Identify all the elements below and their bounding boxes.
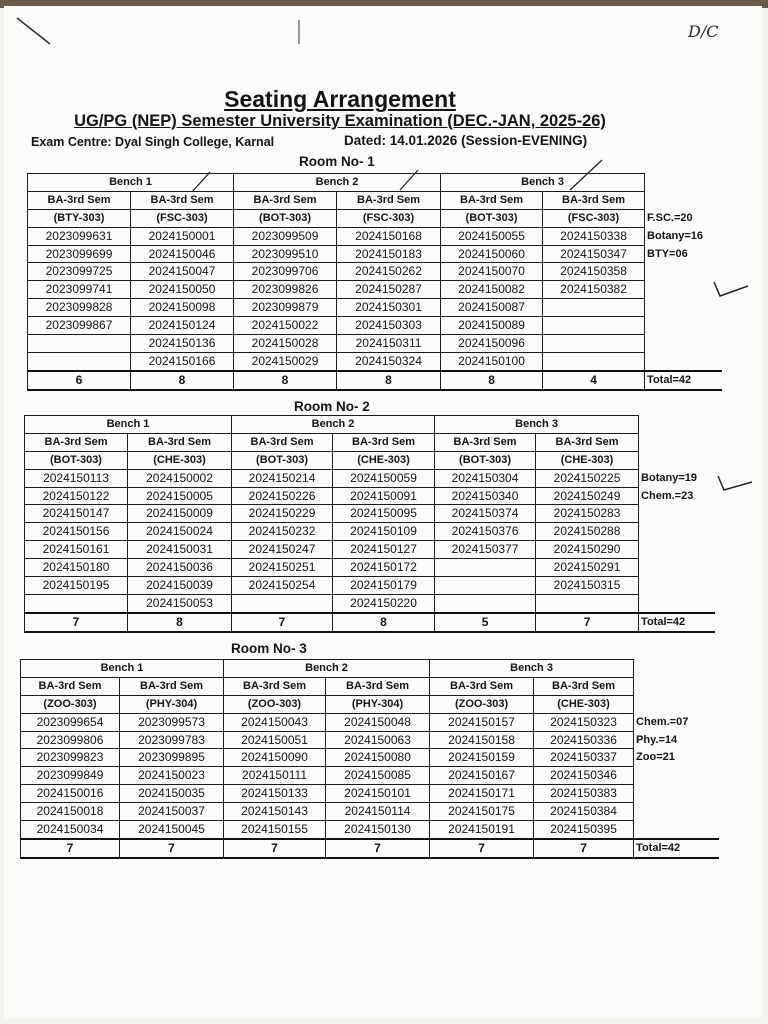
roll-number: 2024150304 [435, 469, 536, 487]
roll-number: 2024150288 [536, 523, 639, 541]
subject-code: (BOT-303) [232, 451, 333, 469]
subject-code: (BOT-303) [435, 451, 536, 469]
roll-number: 2024150249 [536, 487, 639, 505]
roll-number [543, 317, 645, 335]
pen-stroke-mark [14, 14, 54, 50]
roll-number: 2024150053 [128, 594, 232, 612]
roll-number: 2024150029 [234, 352, 337, 370]
roll-number: 2023099823 [21, 749, 120, 767]
subject-code: (BOT-303) [234, 209, 337, 227]
roll-number: 2024150347 [543, 245, 645, 263]
roll-number: 2024150159 [430, 749, 534, 767]
roll-number: 2024150091 [333, 487, 435, 505]
roll-number: 2024150080 [326, 749, 430, 767]
roll-number: 2024150315 [536, 577, 639, 595]
column-total: 7 [232, 613, 333, 632]
sem-header: BA-3rd Sem [534, 677, 634, 695]
roll-number: 2024150303 [337, 317, 441, 335]
slash-mark-icon [566, 158, 606, 194]
roll-number: 2024150346 [534, 767, 634, 785]
roll-number: 2024150254 [232, 577, 333, 595]
sem-header: BA-3rd Sem [337, 191, 441, 209]
totals-row [21, 839, 719, 858]
roll-number: 2024150283 [536, 505, 639, 523]
subject-code: (CHE-303) [536, 451, 639, 469]
roll-number: 2024150155 [224, 821, 326, 839]
sem-header: BA-3rd Sem [435, 433, 536, 451]
roll-number: 2024150382 [543, 281, 645, 299]
table-row [21, 731, 719, 749]
roll-number: 2024150034 [21, 821, 120, 839]
roll-number: 2024150031 [128, 541, 232, 559]
column-total: 8 [333, 613, 435, 632]
column-total: 7 [536, 613, 639, 632]
roll-number: 2024150037 [120, 803, 224, 821]
pen-stroke-mark [294, 18, 304, 48]
roll-number [232, 594, 333, 612]
roll-number: 2023099849 [21, 767, 120, 785]
sem-header: BA-3rd Sem [21, 677, 120, 695]
roll-number: 2024150168 [337, 227, 441, 245]
table-row [28, 317, 722, 335]
sem-header: BA-3rd Sem [430, 677, 534, 695]
table-row [21, 785, 719, 803]
roll-number: 2024150100 [441, 352, 543, 370]
column-total: 8 [441, 371, 543, 390]
table-row [21, 821, 719, 839]
bench-header: Bench 1 [28, 174, 234, 192]
room-1-title: Room No- 1 [299, 154, 375, 169]
sem-header: BA-3rd Sem [131, 191, 234, 209]
sem-header: BA-3rd Sem [224, 677, 326, 695]
roll-number [543, 352, 645, 370]
subject-code: (ZOO-303) [21, 695, 120, 713]
handwritten-note: D/C [688, 22, 719, 41]
table-row [21, 749, 719, 767]
roll-number [25, 594, 128, 612]
subject-code: (PHY-304) [326, 695, 430, 713]
exam-date: Dated: 14.01.2026 (Session-EVENING) [344, 133, 588, 148]
roll-number: 2024150089 [441, 317, 543, 335]
sem-header: BA-3rd Sem [120, 677, 224, 695]
sem-header: BA-3rd Sem [536, 433, 639, 451]
side-note: Botany=19 [641, 471, 697, 484]
roll-number: 2024150018 [21, 803, 120, 821]
roll-number: 2024150287 [337, 281, 441, 299]
roll-number: 2024150172 [333, 559, 435, 577]
roll-number: 2023099828 [28, 299, 131, 317]
roll-number: 2024150191 [430, 821, 534, 839]
sem-header: BA-3rd Sem [441, 191, 543, 209]
column-total: 8 [131, 371, 234, 390]
roll-number: 2024150262 [337, 263, 441, 281]
subject-code: (BOT-303) [441, 209, 543, 227]
side-note: Zoo=21 [636, 751, 675, 764]
grand-total: Total=42 [639, 613, 715, 632]
table-row [25, 594, 715, 612]
sem-header: BA-3rd Sem [234, 191, 337, 209]
roll-number: 2024150130 [326, 821, 430, 839]
slash-mark-icon [188, 170, 214, 196]
table-row [25, 523, 715, 541]
sem-header: BA-3rd Sem [333, 433, 435, 451]
roll-number: 2023099699 [28, 245, 131, 263]
roll-number: 2024150036 [128, 559, 232, 577]
roll-number: 2024150247 [232, 541, 333, 559]
side-note: F.SC.=20 [647, 211, 693, 224]
table-row [28, 281, 722, 299]
column-total: 4 [543, 371, 645, 390]
roll-number: 2024150133 [224, 785, 326, 803]
column-total: 7 [25, 613, 128, 632]
roll-number: 2023099741 [28, 281, 131, 299]
roll-number: 2024150016 [21, 785, 120, 803]
sem-header: BA-3rd Sem [28, 191, 131, 209]
room-2-title: Room No- 2 [294, 399, 370, 414]
roll-number: 2023099879 [234, 299, 337, 317]
roll-number: 2024150022 [234, 317, 337, 335]
roll-number: 2024150179 [333, 577, 435, 595]
roll-number: 2024150051 [224, 731, 326, 749]
roll-number: 2024150157 [430, 713, 534, 731]
roll-number: 2024150035 [120, 785, 224, 803]
roll-number: 2024150113 [25, 469, 128, 487]
roll-number: 2024150338 [543, 227, 645, 245]
room-2-table [24, 415, 715, 633]
roll-number: 2024150147 [25, 505, 128, 523]
roll-number: 2024150050 [131, 281, 234, 299]
roll-number: 2024150087 [441, 299, 543, 317]
table-row [21, 713, 719, 731]
roll-number: 2024150311 [337, 335, 441, 353]
roll-number: 2024150059 [333, 469, 435, 487]
roll-number: 2024150358 [543, 263, 645, 281]
roll-number: 2024150082 [441, 281, 543, 299]
roll-number: 2024150323 [534, 713, 634, 731]
roll-number: 2024150001 [131, 227, 234, 245]
roll-number: 2023099654 [21, 713, 120, 731]
roll-number: 2023099509 [234, 227, 337, 245]
roll-number: 2023099706 [234, 263, 337, 281]
roll-number: 2024150340 [435, 487, 536, 505]
subject-code: (BTY-303) [28, 209, 131, 227]
subject-code: (ZOO-303) [430, 695, 534, 713]
table-row [28, 352, 722, 370]
roll-number: 2024150336 [534, 731, 634, 749]
subject-code: (FSC-303) [543, 209, 645, 227]
column-total: 8 [128, 613, 232, 632]
roll-number: 2024150167 [430, 767, 534, 785]
table-row [21, 767, 719, 785]
roll-number: 2024150124 [131, 317, 234, 335]
subject-code: (PHY-304) [120, 695, 224, 713]
roll-number: 2024150226 [232, 487, 333, 505]
bench-header: Bench 2 [232, 416, 435, 434]
roll-number: 2024150055 [441, 227, 543, 245]
column-total: 7 [326, 839, 430, 858]
roll-number [435, 594, 536, 612]
roll-number [28, 335, 131, 353]
roll-number: 2024150043 [224, 713, 326, 731]
roll-number: 2023099631 [28, 227, 131, 245]
roll-number: 2024150158 [430, 731, 534, 749]
roll-number: 2024150161 [25, 541, 128, 559]
grand-total: Total=42 [634, 839, 719, 858]
roll-number: 2024150070 [441, 263, 543, 281]
roll-number: 2024150225 [536, 469, 639, 487]
side-note: BTY=06 [647, 247, 688, 260]
sem-header: BA-3rd Sem [543, 191, 645, 209]
bench-header: Bench 3 [430, 660, 634, 678]
room-3-title: Room No- 3 [231, 641, 307, 656]
column-total: 8 [234, 371, 337, 390]
roll-number: 2024150045 [120, 821, 224, 839]
bench-header: Bench 3 [441, 174, 645, 192]
roll-number: 2024150214 [232, 469, 333, 487]
roll-number: 2024150180 [25, 559, 128, 577]
side-note: Phy.=14 [636, 733, 678, 746]
roll-number: 2024150183 [337, 245, 441, 263]
roll-number: 2024150136 [131, 335, 234, 353]
roll-number [536, 594, 639, 612]
roll-number: 2024150220 [333, 594, 435, 612]
roll-number: 2024150383 [534, 785, 634, 803]
table-row [28, 335, 722, 353]
roll-number: 2024150114 [326, 803, 430, 821]
subject-code: (FSC-303) [131, 209, 234, 227]
slash-mark-icon [396, 168, 422, 194]
check-mark-icon [712, 278, 752, 300]
column-total: 7 [21, 839, 120, 858]
bench-header: Bench 3 [435, 416, 639, 434]
roll-number: 2024150005 [128, 487, 232, 505]
roll-number: 2023099826 [234, 281, 337, 299]
subject-code: (CHE-303) [534, 695, 634, 713]
roll-number: 2024150229 [232, 505, 333, 523]
page-title: Seating Arrangement [224, 86, 456, 112]
roll-number: 2024150090 [224, 749, 326, 767]
subject-code: (CHE-303) [333, 451, 435, 469]
side-note: Chem.=07 [636, 715, 689, 728]
exam-subtitle: UG/PG (NEP) Semester University Examination (DEC.-JAN, 2025-26) [74, 112, 606, 130]
column-total: 7 [120, 839, 224, 858]
roll-number: 2024150384 [534, 803, 634, 821]
subject-code: (FSC-303) [337, 209, 441, 227]
roll-number: 2024150095 [333, 505, 435, 523]
roll-number: 2024150166 [131, 352, 234, 370]
roll-number: 2024150046 [131, 245, 234, 263]
roll-number: 2023099510 [234, 245, 337, 263]
roll-number: 2024150337 [534, 749, 634, 767]
column-total: 8 [337, 371, 441, 390]
roll-number: 2024150395 [534, 821, 634, 839]
roll-number: 2024150143 [224, 803, 326, 821]
roll-number: 2023099725 [28, 263, 131, 281]
roll-number: 2023099895 [120, 749, 224, 767]
roll-number: 2024150085 [326, 767, 430, 785]
sem-header: BA-3rd Sem [232, 433, 333, 451]
roll-number [28, 352, 131, 370]
subject-code: (BOT-303) [25, 451, 128, 469]
table-row [28, 263, 722, 281]
roll-number: 2024150098 [131, 299, 234, 317]
roll-number: 2024150324 [337, 352, 441, 370]
roll-number: 2024150101 [326, 785, 430, 803]
roll-number: 2023099573 [120, 713, 224, 731]
roll-number: 2024150039 [128, 577, 232, 595]
grand-total: Total=42 [645, 371, 722, 390]
roll-number [435, 559, 536, 577]
table-row [25, 559, 715, 577]
roll-number: 2024150063 [326, 731, 430, 749]
roll-number: 2023099806 [21, 731, 120, 749]
room-3-table [20, 659, 719, 859]
table-row [21, 803, 719, 821]
roll-number [543, 299, 645, 317]
roll-number: 2024150171 [430, 785, 534, 803]
table-row [25, 469, 715, 487]
subject-code: (CHE-303) [128, 451, 232, 469]
side-note: Chem.=23 [641, 489, 694, 502]
sem-header: BA-3rd Sem [326, 677, 430, 695]
table-row [28, 227, 722, 245]
room-1-table [27, 173, 722, 391]
sem-header: BA-3rd Sem [128, 433, 232, 451]
roll-number [435, 577, 536, 595]
roll-number: 2024150024 [128, 523, 232, 541]
totals-row [25, 613, 715, 632]
roll-number: 2024150374 [435, 505, 536, 523]
roll-number: 2024150195 [25, 577, 128, 595]
roll-number: 2024150028 [234, 335, 337, 353]
roll-number: 2024150291 [536, 559, 639, 577]
roll-number: 2024150096 [441, 335, 543, 353]
roll-number: 2024150023 [120, 767, 224, 785]
roll-number: 2024150060 [441, 245, 543, 263]
table-row [25, 487, 715, 505]
roll-number [543, 335, 645, 353]
roll-number: 2024150047 [131, 263, 234, 281]
roll-number: 2023099783 [120, 731, 224, 749]
roll-number: 2024150002 [128, 469, 232, 487]
roll-number: 2024150122 [25, 487, 128, 505]
roll-number: 2024150156 [25, 523, 128, 541]
roll-number: 2024150376 [435, 523, 536, 541]
column-total: 7 [534, 839, 634, 858]
subject-code: (ZOO-303) [224, 695, 326, 713]
table-row [25, 577, 715, 595]
roll-number: 2024150175 [430, 803, 534, 821]
bench-header: Bench 2 [234, 174, 441, 192]
bench-header: Bench 1 [21, 660, 224, 678]
roll-number: 2023099867 [28, 317, 131, 335]
bench-header: Bench 1 [25, 416, 232, 434]
column-total: 7 [430, 839, 534, 858]
table-row [25, 505, 715, 523]
check-mark-icon [716, 472, 756, 494]
column-total: 5 [435, 613, 536, 632]
roll-number: 2024150111 [224, 767, 326, 785]
roll-number: 2024150251 [232, 559, 333, 577]
sem-header: BA-3rd Sem [25, 433, 128, 451]
roll-number: 2024150048 [326, 713, 430, 731]
totals-row [28, 371, 722, 390]
roll-number: 2024150377 [435, 541, 536, 559]
side-note: Botany=16 [647, 229, 703, 242]
roll-number: 2024150109 [333, 523, 435, 541]
roll-number: 2024150290 [536, 541, 639, 559]
bench-header: Bench 2 [224, 660, 430, 678]
column-total: 7 [224, 839, 326, 858]
table-row [28, 299, 722, 317]
table-row [25, 541, 715, 559]
roll-number: 2024150301 [337, 299, 441, 317]
roll-number: 2024150127 [333, 541, 435, 559]
exam-centre: Exam Centre: Dyal Singh College, Karnal [31, 135, 275, 149]
column-total: 6 [28, 371, 131, 390]
roll-number: 2024150232 [232, 523, 333, 541]
roll-number: 2024150009 [128, 505, 232, 523]
table-row [28, 245, 722, 263]
